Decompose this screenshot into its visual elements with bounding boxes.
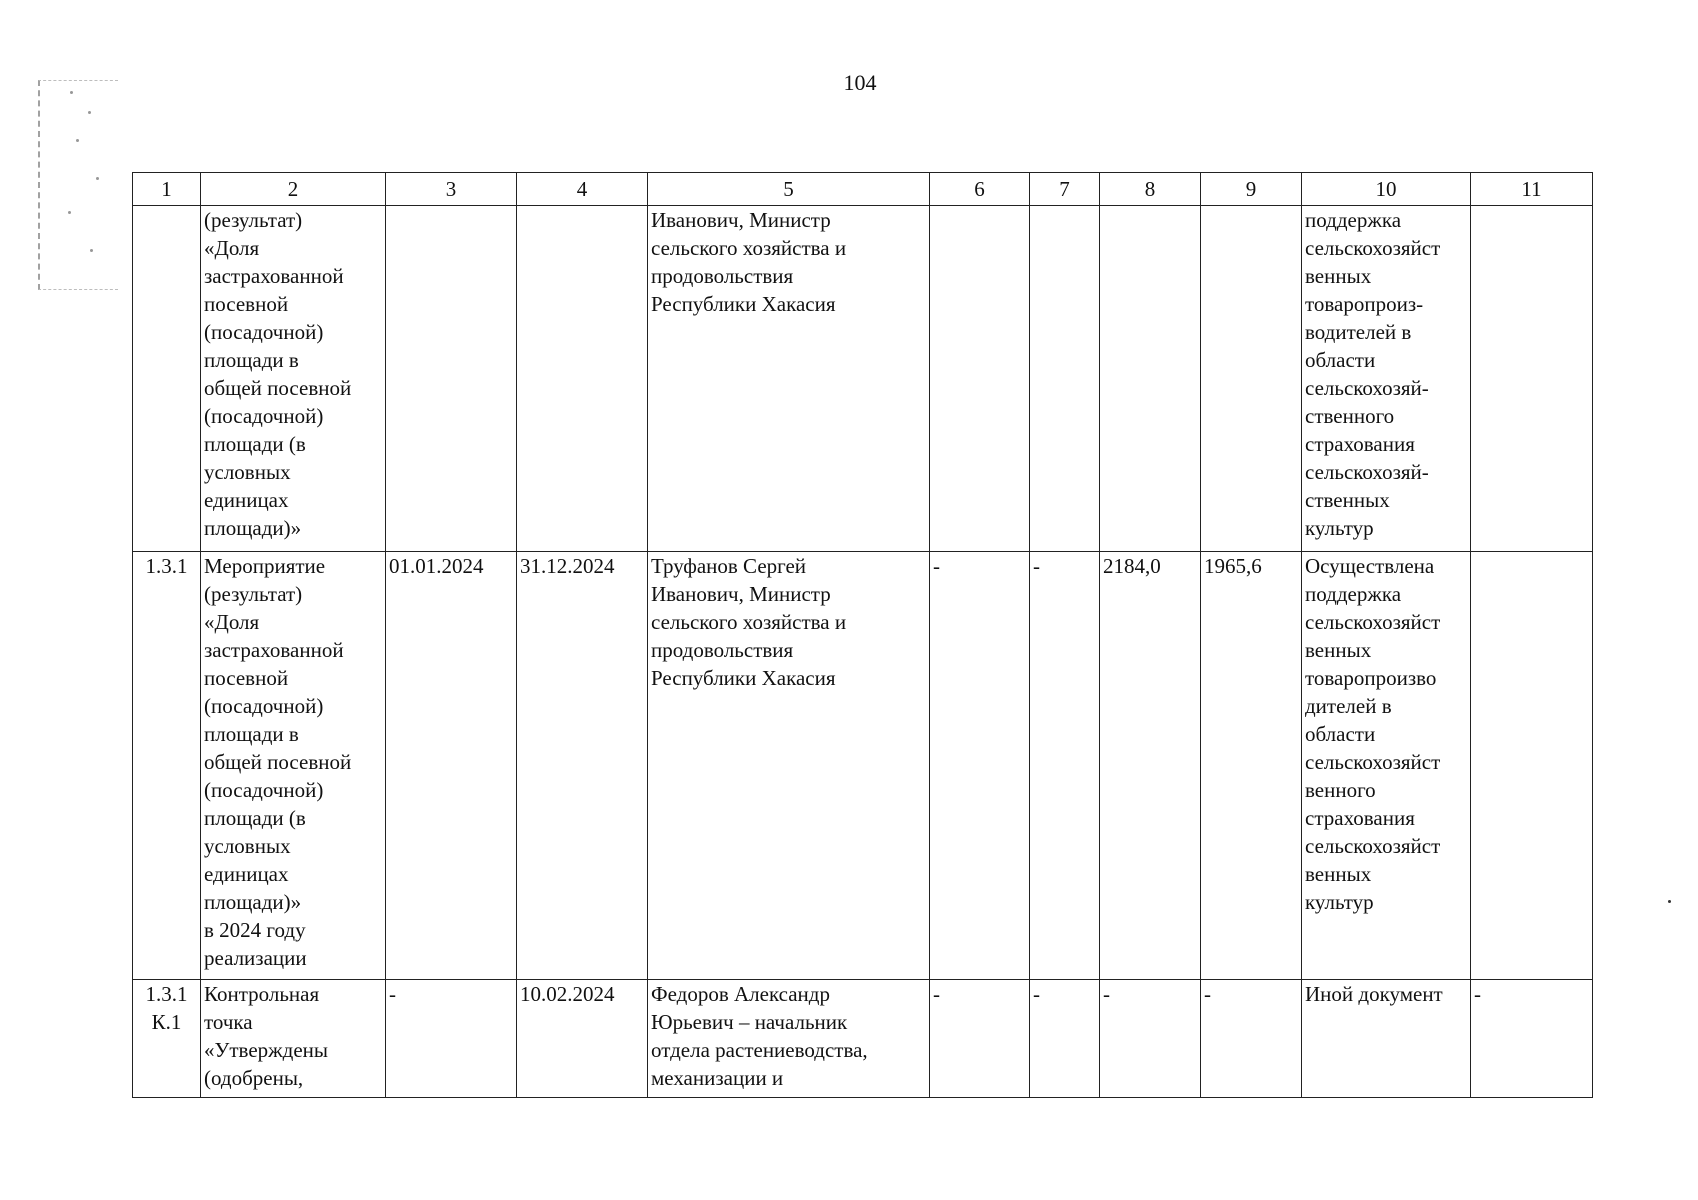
column-header: 1 [133,173,201,206]
start-date-cell: - [386,980,517,1098]
result-cell: Иной документ [1302,980,1471,1098]
column-header: 6 [930,173,1030,206]
name-cell: (результат) «Доля застрахованной посевной (посадочной) площади в общей посевной (посадочной) площади (в условных единицах площади)» [201,206,386,552]
scan-dot [1668,900,1671,903]
cell-col9: - [1201,980,1302,1098]
row-number-cell [133,206,201,552]
cell-col6 [930,206,1030,552]
stamp-mark [88,111,91,114]
responsible-cell: Федоров Александр Юрьевич – начальник отдела растениеводства, механизации и [648,980,930,1098]
column-header: 7 [1030,173,1100,206]
table-row [133,552,1593,980]
table-row [133,980,1593,1098]
cell-col11 [1471,552,1593,980]
data-table [132,172,1593,1098]
page-number: 104 [843,70,877,95]
cell-col9 [1201,206,1302,552]
responsible-cell: Иванович, Министр сельского хозяйства и продовольствия Республики Хакасия [648,206,930,552]
result-cell: поддержка сельскохозяйст венных товаропроиз- водителей в области сельскохозяй- ственного страхования сельскохозяй- ственных культур [1302,206,1471,552]
name-cell: Контрольная точка «Утверждены (одобрены, [201,980,386,1098]
row-number-cell: 1.3.1 К.1 [133,980,201,1098]
cell-col7: - [1030,552,1100,980]
result-cell: Осуществлена поддержка сельскохозяйст венных товаропроизво дителей в области сельскохозяйст венного страхования сельскохозяйст венных культур [1302,552,1471,980]
cell-col6: - [930,552,1030,980]
responsible-cell: Труфанов Сергей Иванович, Министр сельского хозяйства и продовольствия Республики Хакасия [648,552,930,980]
cell-col11: - [1471,980,1593,1098]
table-row [133,206,1593,552]
start-date-cell [386,206,517,552]
end-date-cell: 31.12.2024 [517,552,648,980]
column-header: 9 [1201,173,1302,206]
stamp-mark [96,177,99,180]
cell-col9: 1965,6 [1201,552,1302,980]
name-cell: Мероприятие (результат) «Доля застрахованной посевной (посадочной) площади в общей посевной (посадочной) площади (в условных единицах площади)» в 2024 году реализации [201,552,386,980]
cell-col7 [1030,206,1100,552]
start-date-cell: 01.01.2024 [386,552,517,980]
stamp-mark [68,211,71,214]
column-header: 2 [201,173,386,206]
cell-col8: - [1100,980,1201,1098]
column-header: 3 [386,173,517,206]
margin-stamp [38,80,118,290]
cell-col7: - [1030,980,1100,1098]
column-header: 5 [648,173,930,206]
end-date-cell: 10.02.2024 [517,980,648,1098]
stamp-mark [90,249,93,252]
cell-col8 [1100,206,1201,552]
cell-col6: - [930,980,1030,1098]
table-header-row [133,173,1593,206]
column-header: 10 [1302,173,1471,206]
column-header: 11 [1471,173,1593,206]
stamp-mark [70,91,73,94]
end-date-cell [517,206,648,552]
cell-col11 [1471,206,1593,552]
stamp-mark [76,139,79,142]
column-header: 4 [517,173,648,206]
column-header: 8 [1100,173,1201,206]
cell-col8: 2184,0 [1100,552,1201,980]
row-number-cell: 1.3.1 [133,552,201,980]
